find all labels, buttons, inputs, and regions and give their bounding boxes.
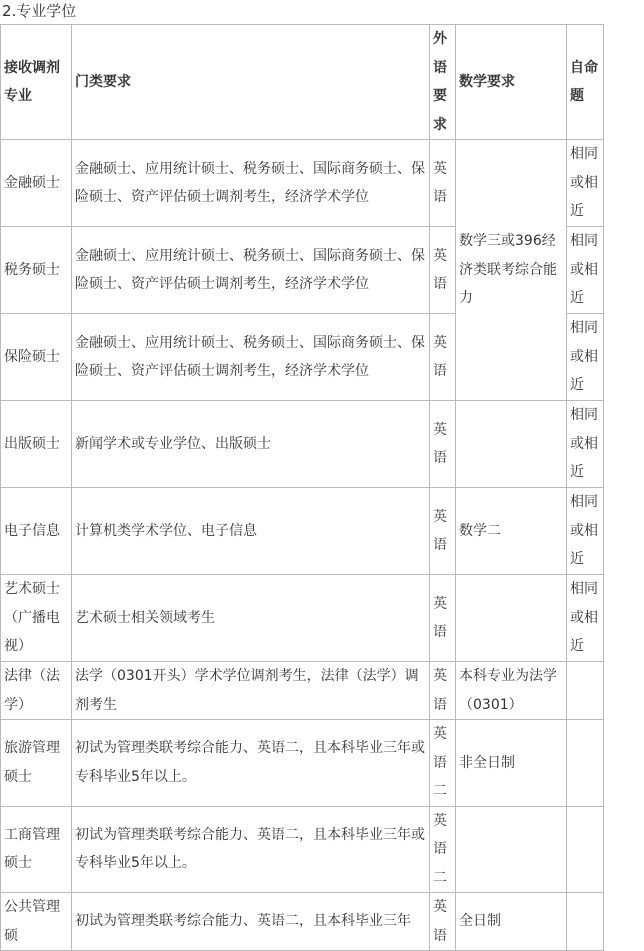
cell-math [456, 401, 567, 488]
cell-language: 英语二 [430, 720, 456, 807]
table-row [1, 720, 604, 807]
cell-math [456, 806, 567, 893]
cell-self-exam: 相同或相近 [567, 314, 604, 401]
cell-language: 英语 [430, 488, 456, 575]
table-row [1, 488, 604, 575]
cell-category: 初试为管理类联考综合能力、英语二，且本科毕业三年或专科毕业5年以上。 [72, 720, 430, 807]
table-header-row [1, 25, 604, 140]
cell-language: 英语二 [430, 806, 456, 893]
cell-self-exam: 相同或相近 [567, 488, 604, 575]
cell-category: 金融硕士、应用统计硕士、税务硕士、国际商务硕士、保险硕士、资产评估硕士调剂考生，经济学术学位 [72, 314, 430, 401]
header-major: 接收调剂专业 [1, 25, 72, 140]
cell-math: 全日制 [456, 893, 567, 951]
section-caption: 2.专业学位 [2, 2, 77, 20]
cell-category: 金融硕士、应用统计硕士、税务硕士、国际商务硕士、保险硕士、资产评估硕士调剂考生，经济学术学位 [72, 227, 430, 314]
cell-category: 金融硕士、应用统计硕士、税务硕士、国际商务硕士、保险硕士、资产评估硕士调剂考生，经济学术学位 [72, 140, 430, 227]
table-row [1, 662, 604, 720]
cell-self-exam: 相同或相近 [567, 575, 604, 662]
table-row [1, 401, 604, 488]
cell-category: 新闻学术或专业学位、出版硕士 [72, 401, 430, 488]
cell-major: 保险硕士 [1, 314, 72, 401]
cell-major: 艺术硕士（广播电视） [1, 575, 72, 662]
cell-math: 本科专业为法学（0301） [456, 662, 567, 720]
cell-language: 英语 [430, 227, 456, 314]
header-math: 数学要求 [456, 25, 567, 140]
cell-major: 出版硕士 [1, 401, 72, 488]
cell-language: 英语 [430, 401, 456, 488]
cell-language: 英语 [430, 314, 456, 401]
cell-self-exam: 相同或相近 [567, 140, 604, 227]
header-category: 门类要求 [72, 25, 430, 140]
header-self-exam: 自命题 [567, 25, 604, 140]
cell-math: 数学二 [456, 488, 567, 575]
cell-major: 旅游管理硕士 [1, 720, 72, 807]
cell-major: 法律（法学） [1, 662, 72, 720]
cell-self-exam: 相同或相近 [567, 227, 604, 314]
cell-category: 艺术硕士相关领域考生 [72, 575, 430, 662]
cell-language: 英语 [430, 662, 456, 720]
cell-math: 非全日制 [456, 720, 567, 807]
cell-category: 计算机类学术学位、电子信息 [72, 488, 430, 575]
cell-self-exam [567, 720, 604, 807]
cell-math-merged: 数学三或396经济类联考综合能力 [456, 140, 567, 401]
cell-category: 初试为管理类联考综合能力、英语二，且本科毕业三年或专科毕业5年以上。 [72, 806, 430, 893]
cell-major: 公共管理硕 [1, 893, 72, 951]
cell-self-exam: 相同或相近 [567, 401, 604, 488]
cell-major: 金融硕士 [1, 140, 72, 227]
cell-language: 英语 [430, 575, 456, 662]
cell-major: 工商管理硕士 [1, 806, 72, 893]
transfer-requirements-table [0, 24, 604, 951]
table-row [1, 575, 604, 662]
header-language: 外语要求 [430, 25, 456, 140]
cell-language: 英语 [430, 140, 456, 227]
cell-major: 税务硕士 [1, 227, 72, 314]
cell-self-exam [567, 806, 604, 893]
table-row [1, 140, 604, 227]
cell-math [456, 575, 567, 662]
cell-language: 英语 [430, 893, 456, 951]
cell-major: 电子信息 [1, 488, 72, 575]
cell-category: 初试为管理类联考综合能力、英语二，且本科毕业三年 [72, 893, 430, 951]
table-row [1, 806, 604, 893]
cell-self-exam [567, 662, 604, 720]
cell-self-exam [567, 893, 604, 951]
table-row [1, 893, 604, 951]
cell-category: 法学（0301开头）学术学位调剂考生，法律（法学）调剂考生 [72, 662, 430, 720]
